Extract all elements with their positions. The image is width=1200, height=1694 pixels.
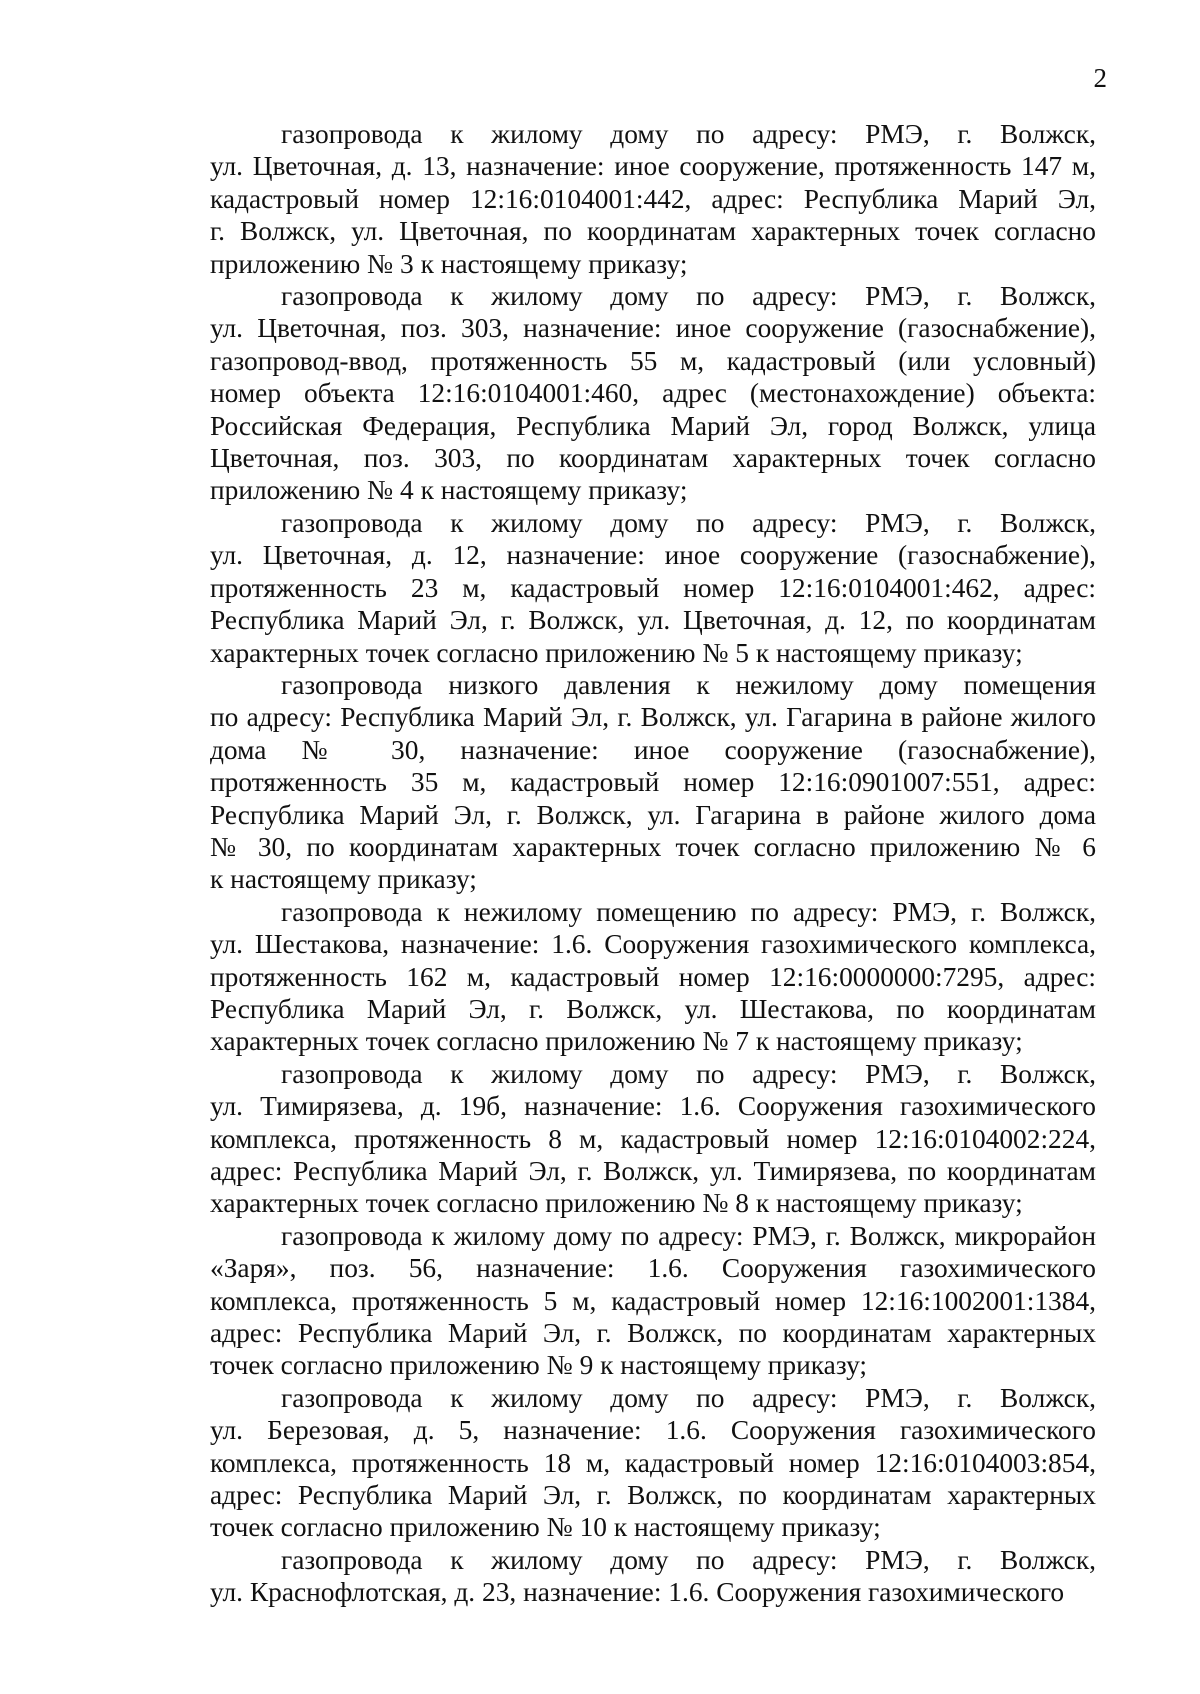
text-line: газопровода к жилому дому по адресу: РМЭ, г. Волжск, bbox=[281, 119, 1096, 149]
text-line: Цветочная, поз. 303, по координатам характерных точек согласно bbox=[210, 443, 1096, 474]
text-line: газопровод-ввод, протяженность 55 м, кадастровый (или условный) bbox=[210, 345, 1096, 376]
paragraph bbox=[210, 280, 1096, 507]
text-line: адрес: Республика Марий Эл, г. Волжск, по координатам характерных bbox=[210, 1480, 1096, 1511]
text-line: ул. Тимирязева, д. 19б, назначение: 1.6. Сооружения газохимического bbox=[210, 1091, 1096, 1122]
text-line: по адресу: Республика Марий Эл, г. Волжск, ул. Гагарина в районе жилого bbox=[210, 702, 1096, 733]
page-number: 2 bbox=[1093, 63, 1107, 93]
paragraph bbox=[210, 669, 1096, 896]
text-line: номер объекта 12:16:0104001:460, адрес (местонахождение) объекта: bbox=[210, 378, 1096, 409]
text-line: протяженность 162 м, кадастровый номер 12:16:0000000:7295, адрес: bbox=[210, 961, 1096, 992]
text-line: ул. Шестакова, назначение: 1.6. Сооружения газохимического комплекса, bbox=[210, 929, 1096, 960]
text-line: ул. Цветочная, д. 13, назначение: иное сооружение, протяженность 147 м, bbox=[210, 151, 1096, 182]
text-line: газопровода к жилому дому по адресу: РМЭ, г. Волжск, bbox=[281, 1382, 1096, 1413]
text-line: газопровода к жилому дому по адресу: РМЭ, г. Волжск, bbox=[281, 507, 1096, 538]
paragraph bbox=[210, 118, 1096, 280]
text-line: дома № 30, назначение: иное сооружение (газоснабжение), bbox=[210, 734, 1096, 765]
text-line: приложению № 4 к настоящему приказу; bbox=[210, 475, 688, 506]
text-line: протяженность 23 м, кадастровый номер 12:16:0104001:462, адрес: bbox=[210, 572, 1096, 603]
text-line: точек согласно приложению № 10 к настоящему приказу; bbox=[210, 1512, 881, 1543]
text-line: характерных точек согласно приложению № 5 к настоящему приказу; bbox=[210, 637, 1023, 668]
paragraph bbox=[210, 1220, 1096, 1382]
text-line: комплекса, протяженность 8 м, кадастровый номер 12:16:0104002:224, bbox=[210, 1123, 1096, 1154]
text-line: газопровода к жилому дому по адресу: РМЭ, г. Волжск, bbox=[281, 1544, 1096, 1575]
text-line: Российская Федерация, Республика Марий Эл, город Волжск, улица bbox=[210, 410, 1096, 441]
text-line: газопровода к жилому дому по адресу: РМЭ, г. Волжск, bbox=[281, 281, 1096, 312]
text-line: газопровода к жилому дому по адресу: РМЭ, г. Волжск, микрорайон bbox=[281, 1220, 1096, 1251]
text-line: Республика Марий Эл, г. Волжск, ул. Шестакова, по координатам bbox=[210, 993, 1096, 1024]
paragraph bbox=[210, 896, 1096, 1058]
text-line: характерных точек согласно приложению № 8 к настоящему приказу; bbox=[210, 1188, 1023, 1219]
text-line: адрес: Республика Марий Эл, г. Волжск, ул. Тимирязева, по координатам bbox=[210, 1156, 1096, 1186]
paragraph bbox=[210, 507, 1096, 669]
text-line: Республика Марий Эл, г. Волжск, ул. Цветочная, д. 12, по координатам bbox=[210, 605, 1096, 636]
text-line: протяженность 35 м, кадастровый номер 12:16:0901007:551, адрес: bbox=[210, 767, 1096, 798]
text-line: приложению № 3 к настоящему приказу; bbox=[210, 248, 688, 279]
text-line: газопровода к нежилому помещению по адресу: РМЭ, г. Волжск, bbox=[281, 896, 1096, 927]
text-line: ул. Цветочная, поз. 303, назначение: иное сооружение (газоснабжение), bbox=[210, 313, 1096, 344]
paragraph bbox=[210, 1544, 1096, 1609]
paragraph bbox=[210, 1382, 1096, 1544]
text-line: характерных точек согласно приложению № 7 к настоящему приказу; bbox=[210, 1026, 1023, 1057]
text-line: г. Волжск, ул. Цветочная, по координатам характерных точек согласно bbox=[210, 216, 1096, 247]
text-line: ул. Березовая, д. 5, назначение: 1.6. Сооружения газохимического bbox=[210, 1415, 1096, 1446]
text-line: Республика Марий Эл, г. Волжск, ул. Гагарина в районе жилого дома bbox=[210, 799, 1096, 830]
text-line: № 30, по координатам характерных точек согласно приложению № 6 bbox=[210, 831, 1096, 862]
text-line: комплекса, протяженность 5 м, кадастровый номер 12:16:1002001:1384, bbox=[210, 1285, 1096, 1316]
text-line: «Заря», поз. 56, назначение: 1.6. Сооружения газохимического bbox=[210, 1253, 1096, 1284]
text-line: адрес: Республика Марий Эл, г. Волжск, по координатам характерных bbox=[210, 1318, 1096, 1349]
text-line: комплекса, протяженность 18 м, кадастровый номер 12:16:0104003:854, bbox=[210, 1447, 1096, 1478]
text-line: газопровода к жилому дому по адресу: РМЭ, г. Волжск, bbox=[281, 1058, 1096, 1089]
text-line: ул. Цветочная, д. 12, назначение: иное сооружение (газоснабжение), bbox=[210, 540, 1096, 571]
text-line: к настоящему приказу; bbox=[210, 864, 477, 895]
document-body bbox=[210, 118, 1096, 1609]
text-line: кадастровый номер 12:16:0104001:442, адрес: Республика Марий Эл, bbox=[210, 183, 1096, 214]
paragraph bbox=[210, 1058, 1096, 1220]
text-line: ул. Краснофлотская, д. 23, назначение: 1.6. Сооружения газохимического bbox=[210, 1577, 1065, 1608]
text-line: точек согласно приложению № 9 к настоящему приказу; bbox=[210, 1350, 868, 1381]
text-line: газопровода низкого давления к нежилому дому помещения bbox=[281, 669, 1096, 700]
